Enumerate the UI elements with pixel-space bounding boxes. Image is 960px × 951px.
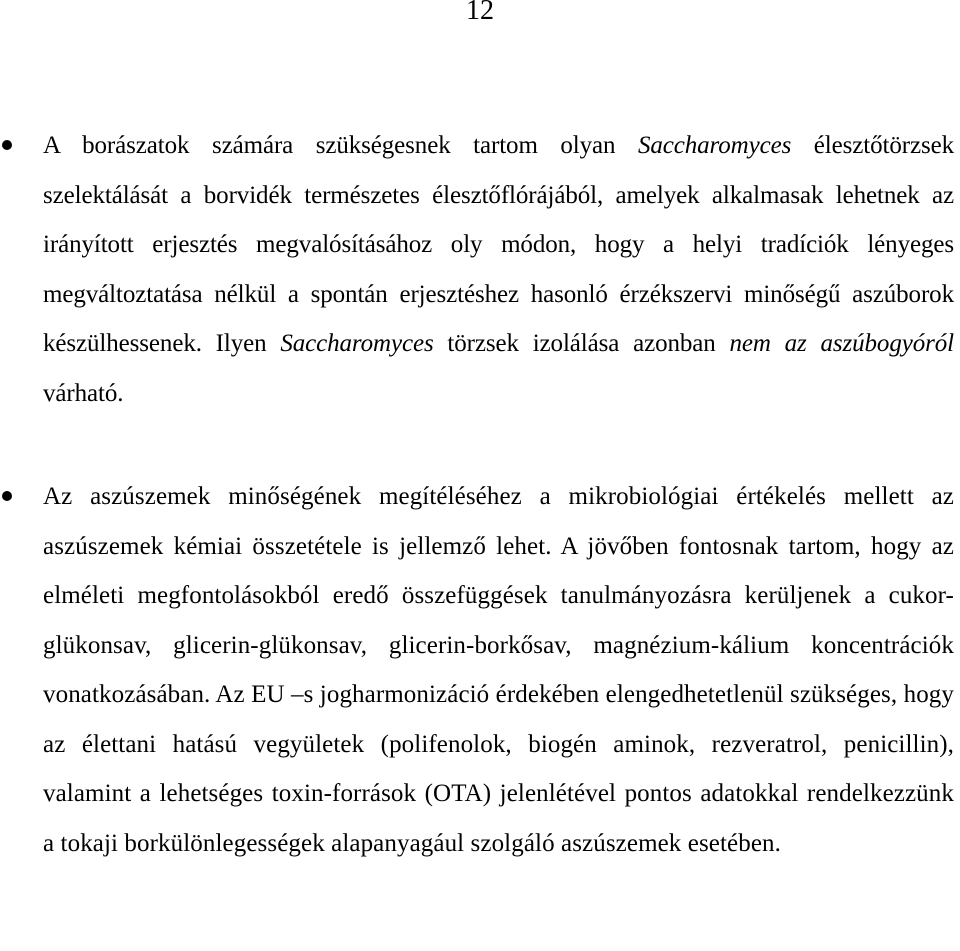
- bullet-paragraph: [43, 472, 954, 868]
- bullet-paragraph: [43, 121, 954, 418]
- bullet-icon: [2, 491, 12, 501]
- text-segment: A borászatok számára szükségesnek tartom olyan: [43, 132, 638, 159]
- text-segment: várható.: [43, 379, 124, 407]
- text-segment: élesztőtörzsek szelektálását a borvidék természetes élesztőflórájából, amelyek alkalmasak lehetnek az irányított erjesztés megvalósításához oly módon, hogy a helyi tradíciók lényeges megváltoztatása nélkül a spontán erjesztéshez hasonló érzékszervi minőségű aszúborok készülhessenek. Ilyen: [43, 132, 954, 357]
- page-number: 12: [466, 0, 494, 26]
- text-segment: Az aszúszemek minőségének megítéléséhez a mikrobiológiai értékelés mellett az aszúszemek kémiai összetétele is jellemző lehet. A jövőben fontosnak tartom, hogy az elméleti megfontolásokból eredő összefüggések tanulmányozásra kerüljenek a cukor-glükonsav, glicerin-glükonsav, glicerin-borkősav, magnézium-kálium koncentrációk vonatkozásában. Az EU –s jogharmonizáció érdekében elengedhetetlenül szükséges, hogy az élettani hatású vegyületek (polifenolok, biogén aminok, rezveratrol, penicillin), valamint a lehetséges toxin-források (OTA) jelenlétével pontos adatokkal rendelkezzünk a tokaji borkülönlegességek alapanyagául szolgáló aszúszemek esetében.: [43, 483, 954, 857]
- italic-term: Saccharomyces: [280, 330, 434, 357]
- text-segment: törzsek izolálása azonban: [433, 330, 730, 357]
- italic-term: nem az aszúbogyóról: [729, 330, 954, 357]
- italic-term: Saccharomyces: [637, 132, 792, 159]
- bullet-icon: [2, 140, 12, 150]
